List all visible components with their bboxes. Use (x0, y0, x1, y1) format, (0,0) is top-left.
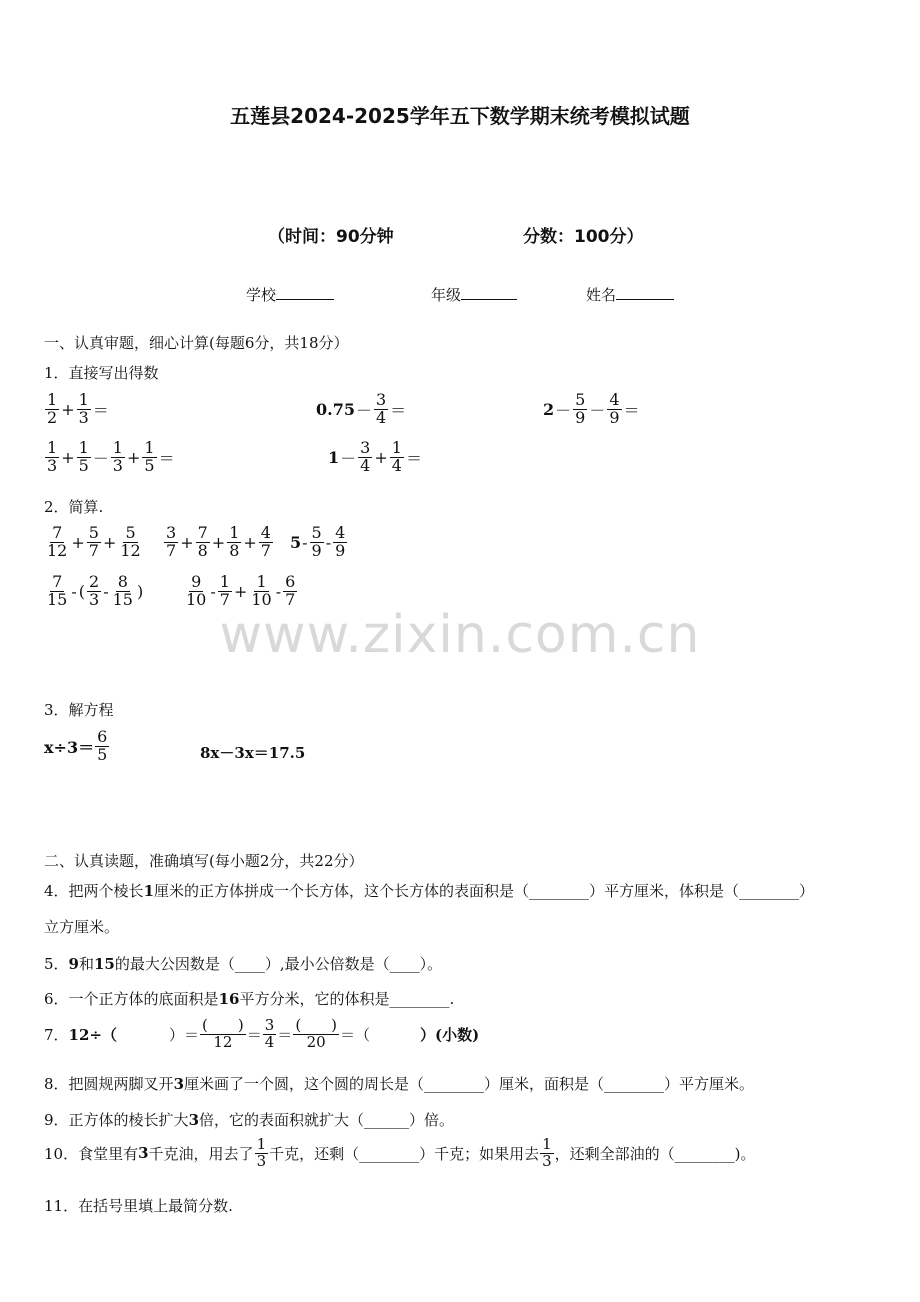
fraction: $\frac{3}{4}$ (264, 1016, 275, 1051)
school-field[interactable] (246, 284, 334, 305)
fraction: $\frac{5}{9}$ (311, 523, 322, 560)
fraction: $\frac{7}{12}$ (47, 523, 68, 560)
fraction: $\frac{( )}{20}$ (295, 1016, 338, 1051)
fraction: $\frac{6}{5}$ (97, 727, 108, 764)
question-4-cont: 立方厘米。 (44, 918, 120, 936)
question-text: 解方程 (68, 701, 114, 719)
fraction: $\frac{5}{7}$ (88, 523, 99, 560)
fraction: $\frac{4}{7}$ (260, 523, 271, 560)
expr-1d: $\frac{1}{3}$ + $\frac{1}{5}$ － $\frac{1}{3}$ + $\frac{1}{5}$ ＝ (47, 438, 175, 475)
watermark: www.zixin.com.cn (219, 605, 701, 665)
expr-1c: 2 － $\frac{5}{9}$ － $\frac{4}{9}$ ＝ (543, 390, 640, 427)
question-5: 5．9和15的最大公因数是（____）,最小公倍数是（____）。 (44, 955, 443, 973)
expr-2d: $\frac{7}{15}$ - ( $\frac{2}{3}$ - $\frac{8}{15}$ ) (47, 572, 144, 609)
fraction: $\frac{5}{9}$ (575, 390, 586, 427)
question-3 (44, 699, 114, 720)
expr-1e: 1 － $\frac{3}{4}$ + $\frac{1}{4}$ ＝ (328, 438, 422, 475)
expr-2e: $\frac{9}{10}$ - $\frac{1}{7}$ + $\frac{1}{10}$ - $\frac{6}{7}$ (186, 572, 296, 609)
fraction: $\frac{3}{4}$ (375, 390, 387, 427)
expr-2a: $\frac{7}{12}$ + $\frac{5}{7}$ + $\frac{5}{12}$ (47, 523, 141, 560)
fraction: $\frac{1}{5}$ (144, 438, 155, 475)
expr-2c: 5 - $\frac{5}{9}$ - $\frac{4}{9}$ (290, 523, 346, 560)
fraction: $\frac{1}{3}$ (542, 1135, 552, 1170)
fraction: $\frac{1}{3}$ (256, 1135, 267, 1170)
fraction: $\frac{9}{10}$ (186, 572, 207, 609)
question-10: 10． 食堂里有 3 千克油，用去了 $\frac{1}{3}$ 千克，还剩（________）千克；如果用去 $\frac{1}{3}$ ，还剩全部油的（________)。 (44, 1135, 756, 1170)
question-2 (44, 496, 103, 517)
question-text: 简算. (68, 498, 104, 516)
question-8: 8．把圆规两脚叉开3厘米画了一个圆，这个圆的周长是（________）厘米，面积是（________）平方厘米。 (44, 1075, 755, 1093)
fraction: $\frac{1}{8}$ (229, 523, 240, 560)
name-blank[interactable] (616, 285, 674, 300)
fraction: $\frac{1}{3}$ (47, 438, 58, 475)
fraction: $\frac{1}{10}$ (251, 572, 272, 609)
school-blank[interactable] (276, 285, 334, 300)
question-6: 6．一个正方体的底面积是16平方分米，它的体积是________. (44, 990, 455, 1008)
fraction: $\frac{( )}{12}$ (202, 1016, 244, 1051)
fraction: $\frac{6}{7}$ (285, 572, 296, 609)
name-field[interactable] (586, 284, 674, 305)
grade-field[interactable] (431, 284, 517, 305)
question-number: 3． (44, 701, 69, 719)
fraction: $\frac{4}{9}$ (609, 390, 620, 427)
fraction: $\frac{1}{3}$ (112, 438, 123, 475)
grade-label: 年级 (431, 286, 462, 304)
fraction: $\frac{1}{4}$ (391, 438, 402, 475)
fraction: $\frac{4}{9}$ (335, 523, 346, 560)
fraction: $\frac{2}{3}$ (89, 572, 100, 609)
exam-time: （时间：90分钟 (268, 227, 394, 247)
exam-score: 分数：100分） (523, 227, 644, 247)
fraction: $\frac{8}{15}$ (112, 572, 133, 609)
grade-blank[interactable] (461, 285, 517, 300)
page-title: 五莲县2024-2025学年五下数学期末统考模拟试题 (230, 104, 690, 128)
equation-1: x÷3＝ $\frac{6}{5}$ (44, 727, 108, 764)
fraction: $\frac{1}{3}$ (78, 390, 89, 427)
fraction: $\frac{1}{7}$ (219, 572, 230, 609)
fraction: $\frac{1}{2}$ (47, 390, 58, 427)
name-label: 姓名 (586, 286, 617, 304)
fraction: $\frac{7}{8}$ (197, 523, 208, 560)
question-11: 11．在括号里填上最简分数. (44, 1197, 233, 1215)
fraction: $\frac{7}{15}$ (47, 572, 68, 609)
question-number: 1． (44, 364, 69, 382)
expr-2b: $\frac{3}{7}$ + $\frac{7}{8}$ + $\frac{1}{8}$ + $\frac{4}{7}$ (166, 523, 271, 560)
fraction: $\frac{1}{5}$ (78, 438, 89, 475)
question-4: 4．把两个棱长1厘米的正方体拼成一个长方体，这个长方体的表面积是（________）平方厘米，体积是（________） (44, 882, 815, 900)
equation-2: 8x－3x＝17.5 (200, 744, 306, 762)
section-2-heading: 二、认真读题，准确填写(每小题2分，共22分） (44, 852, 364, 870)
question-7: 7． 12÷（ ）＝ $\frac{( )}{12}$ ＝ $\frac{3}{4}$ ＝ $\frac{( )}{20}$ ＝（ ）(小数) (44, 1016, 480, 1051)
expr-1a: $\frac{1}{2}$ + $\frac{1}{3}$ ＝ (47, 390, 109, 427)
fraction: $\frac{3}{7}$ (166, 523, 177, 560)
question-9: 9．正方体的棱长扩大3倍，它的表面积就扩大（______）倍。 (44, 1111, 455, 1129)
fraction: $\frac{5}{12}$ (120, 523, 141, 560)
question-number: 2． (44, 498, 69, 516)
section-1-heading: 一、认真审题，细心计算(每题6分，共18分） (44, 334, 349, 352)
expr-1b: 0.75 － $\frac{3}{4}$ ＝ (316, 390, 407, 427)
question-text: 直接写出得数 (68, 364, 159, 382)
school-label: 学校 (246, 286, 277, 304)
fraction: $\frac{3}{4}$ (360, 438, 371, 475)
question-1 (44, 362, 159, 383)
